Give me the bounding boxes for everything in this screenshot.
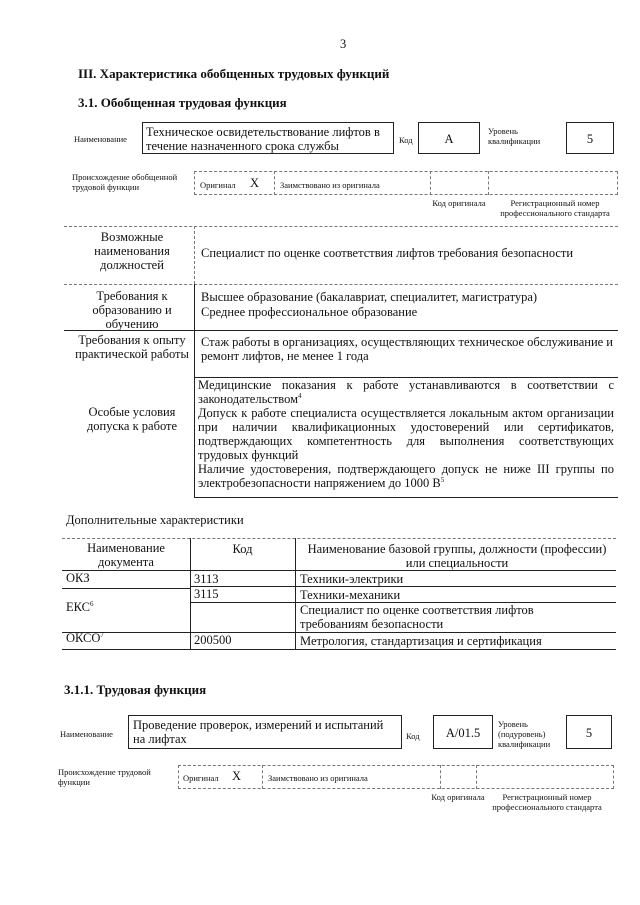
row-4-doc-text: ОКСО	[66, 631, 101, 645]
gtf-heading: 3.1. Обобщенная трудовая функция	[78, 95, 287, 110]
positions-value: Специалист по оценке соответствия лифтов требования безопасности	[201, 246, 574, 260]
row-4-doc	[66, 631, 104, 645]
page-number: 3	[340, 37, 347, 51]
conditions-p1-footnote: 4	[298, 391, 302, 400]
gtf-code-value: A	[444, 132, 454, 146]
row-3-sep	[62, 632, 616, 633]
gtf-code-box	[418, 122, 480, 154]
tf-name-value: Проведение проверок, измерений и испытаний на лифтах	[133, 718, 384, 746]
row-1-code: 3113	[194, 572, 219, 586]
experience-label: Требования к опыту практической работы	[75, 333, 189, 361]
conditions-paragraph-2: Допуск к работе специалиста осуществляется локальным актом организации при наличии квалификационных удостоверений или сертификатов, подтверждающих компетентность для выполнения соответствующих трудовых функций	[198, 406, 614, 462]
row-1-name: Техники-электрики	[300, 572, 404, 586]
gtf-level-box	[566, 122, 614, 154]
gtf-table-divider-2	[194, 284, 195, 330]
gtf-original-label: Оригинал	[200, 180, 236, 190]
conditions-p3-text: Наличие удостоверения, подтверждающего допуск не ниже III группы по электробезопасности напряжением до 1000 В	[198, 462, 614, 490]
row-3-name: Специалист по оценке соответствия лифтов требованиям безопасности	[300, 603, 534, 631]
row-4-code: 200500	[194, 633, 232, 647]
tf-code-box	[433, 715, 493, 749]
tf-name-label: Наименование	[60, 729, 113, 739]
row-4-doc-footnote: 7	[100, 630, 104, 639]
experience-value: Стаж работы в организациях, осуществляющих техническое обслуживание и ремонт лифтов, не менее 1 года	[201, 335, 613, 363]
gtf-table-top	[64, 226, 618, 227]
row-1-doc-sep	[62, 588, 190, 589]
additional-table-top	[62, 538, 616, 539]
gtf-code-label: Код	[399, 135, 413, 145]
conditions-p1-text: Медицинские показания к работе устанавливаются в соответствии с законодательством	[198, 378, 614, 406]
tf-heading: 3.1.1. Трудовая функция	[64, 682, 207, 697]
gtf-table-divider-3	[194, 330, 195, 377]
additional-header-sep	[62, 570, 616, 571]
row-1-sep	[190, 586, 616, 587]
gtf-table-bottom	[194, 497, 618, 498]
col-header-code: Код	[232, 542, 253, 556]
row-2-doc-text: ЕКС	[66, 600, 90, 614]
tf-level-box	[566, 715, 612, 749]
tf-origin-divider-2	[440, 765, 441, 789]
conditions-paragraph-3	[198, 462, 614, 490]
positions-label: Возможные наименования должностей	[94, 230, 170, 272]
gtf-original-mark: X	[250, 176, 260, 190]
tf-original-mark: X	[232, 769, 242, 783]
row-2-doc	[66, 600, 94, 614]
tf-level-value: 5	[585, 726, 593, 740]
additional-heading: Дополнительные характеристики	[66, 513, 244, 527]
gtf-name-label: Наименование	[74, 134, 127, 144]
conditions-block	[198, 378, 614, 490]
conditions-paragraph-1	[198, 378, 614, 406]
tf-origin-label: Происхождение трудовой функции	[58, 767, 151, 787]
gtf-origin-label: Происхождение обобщенной трудовой функции	[72, 172, 178, 192]
row-2-doc-footnote: 6	[90, 599, 94, 608]
tf-borrowed-label: Заимствовано из оригинала	[268, 773, 368, 783]
gtf-table-divider-4	[194, 377, 195, 497]
tf-origin-box	[178, 765, 614, 789]
tf-code-label: Код	[406, 731, 420, 741]
tf-code-original-label: Код оригинала	[431, 792, 485, 802]
row-2-name: Техники-механики	[300, 588, 401, 602]
tf-code-value: A/01.5	[445, 726, 481, 740]
additional-table-bottom	[62, 649, 616, 650]
gtf-origin-divider-1	[274, 171, 275, 195]
row-1-doc: ОКЗ	[66, 571, 90, 585]
gtf-origin-divider-2	[430, 171, 431, 195]
education-line-2: Среднее профессиональное образование	[201, 305, 418, 319]
tf-origin-divider-1	[262, 765, 263, 789]
conditions-p3-footnote: 5	[440, 475, 445, 484]
gtf-reg-number-label: Регистрационный номер профессионального стандарта	[500, 198, 610, 218]
row-2-code: 3115	[194, 587, 219, 601]
gtf-table-divider-1	[194, 226, 195, 284]
row-4-name: Метрология, стандартизация и сертификация	[300, 634, 542, 648]
gtf-level-label: Уровень квалификации	[488, 126, 541, 146]
gtf-code-original-label: Код оригинала	[432, 198, 486, 208]
gtf-level-value: 5	[586, 132, 594, 146]
gtf-name-box	[142, 122, 394, 154]
tf-reg-number-label: Регистрационный номер профессионального стандарта	[492, 792, 602, 812]
tf-original-label: Оригинал	[183, 773, 219, 783]
section-title: III. Характеристика обобщенных трудовых функций	[78, 66, 390, 81]
col-header-document: Наименование документа	[87, 541, 165, 569]
tf-level-label: Уровень (подуровень) квалификации	[498, 719, 551, 749]
gtf-origin-divider-3	[488, 171, 489, 195]
gtf-name-value: Техническое освидетельствование лифтов в течение назначенного срока службы	[146, 125, 380, 153]
education-line-1: Высшее образование (бакалавриат, специалитет, магистратура)	[201, 290, 538, 304]
col-header-name: Наименование базовой группы, должности (профессии) или специальности	[307, 542, 607, 570]
conditions-label: Особые условия допуска к работе	[86, 405, 178, 433]
gtf-table-sep-1	[64, 284, 618, 285]
tf-origin-divider-3	[476, 765, 477, 789]
additional-col-divider-2	[295, 538, 296, 650]
gtf-table-sep-2	[64, 330, 618, 331]
tf-name-box	[128, 715, 402, 749]
gtf-borrowed-label: Заимствовано из оригинала	[280, 180, 380, 190]
education-label: Требования к образованию и обучению	[92, 289, 172, 331]
